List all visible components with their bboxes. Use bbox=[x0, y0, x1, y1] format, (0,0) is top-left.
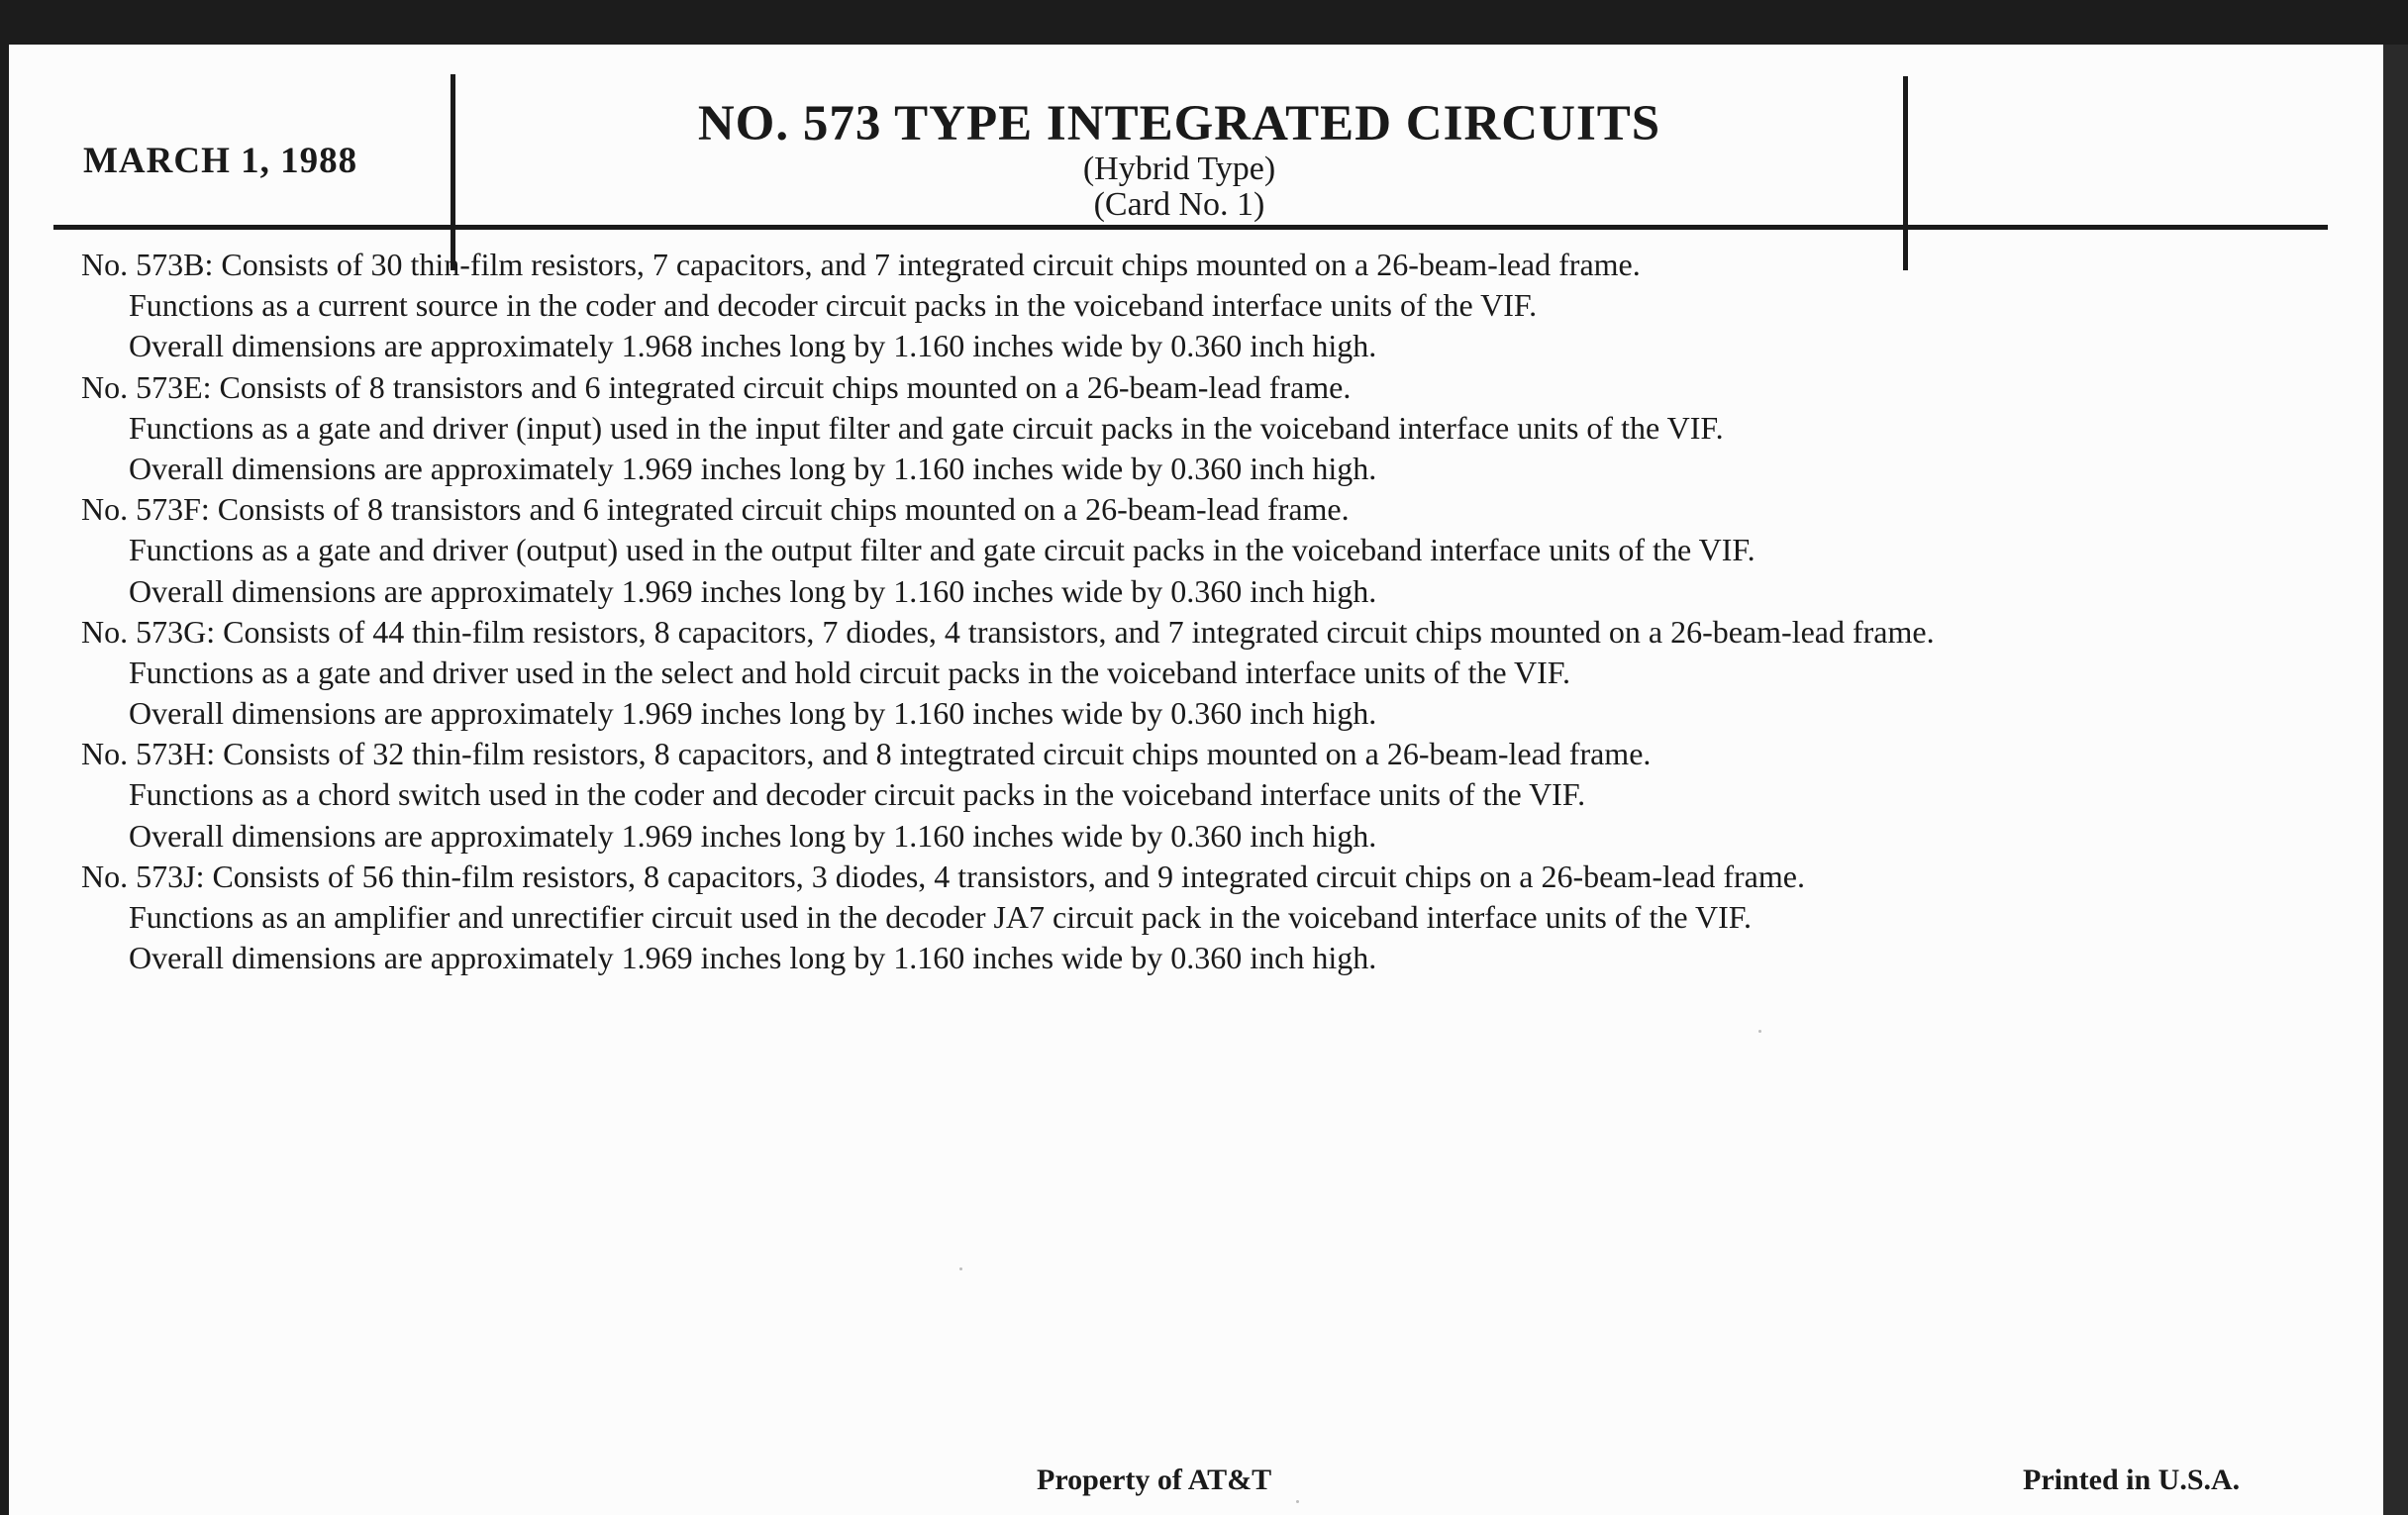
entry-573e-lead: No. 573E: Consists of 8 transistors and 6 integrated circuit chips mounted on a 26-beam-lead frame. bbox=[81, 368, 1352, 405]
scan-right-edge bbox=[2383, 45, 2408, 1515]
page-subtitle: (Hybrid Type) bbox=[1082, 151, 1276, 187]
header-rule bbox=[53, 225, 2328, 230]
entry-573j-dimensions: Overall dimensions are approximately 1.969 inches long by 1.160 inches wide by 0.360 inch high. bbox=[129, 940, 1377, 976]
entry-573f-dimensions: Overall dimensions are approximately 1.969 inches long by 1.160 inches wide by 0.360 inch high. bbox=[129, 572, 1377, 609]
entry-573b-lead: No. 573B: Consists of 30 thin-film resistors, 7 capacitors, and 7 integrated circuit chips mounted on a 26-beam-lead frame. bbox=[81, 247, 1641, 282]
entry-573g-lead: No. 573G: Consists of 44 thin-film resistors, 8 capacitors, 7 diodes, 4 transistors, and 7 integrated circuit chips mounted on a 26-beam-lead frame. bbox=[81, 613, 1935, 650]
entry-573h-lead: No. 573H: Consists of 32 thin-film resistors, 8 capacitors, and 8 integtrated circuit chips mounted on a 26-beam-lead frame. bbox=[81, 736, 1652, 772]
entry-573f-function: Functions as a gate and driver (output) used in the output filter and gate circuit packs in the voiceband interface units of the VIF. bbox=[129, 532, 1756, 568]
entry-573g-function: Functions as a gate and driver used in the select and hold circuit packs in the voiceband interface units of the VIF. bbox=[129, 654, 1570, 690]
header-date: MARCH 1, 1988 bbox=[83, 141, 358, 181]
paper-speck bbox=[959, 1267, 962, 1270]
entry-573b-function: Functions as a current source in the coder and decoder circuit packs in the voiceband interface units of the VIF. bbox=[129, 287, 1538, 324]
header-divider-right bbox=[1903, 76, 1908, 270]
header-title-block bbox=[455, 96, 1903, 223]
entry-573j-lead: No. 573J: Consists of 56 thin-film resistors, 8 capacitors, 3 diodes, 4 transistors, and 9 integrated circuit chips on a 26-beam-lead frame. bbox=[81, 858, 1805, 894]
entry-list bbox=[81, 245, 2368, 978]
entry-573j-function: Functions as an amplifier and unrectifier circuit used in the decoder JA7 circuit pack in the voiceband interface units of the VIF. bbox=[129, 899, 1752, 935]
paper-speck bbox=[1758, 1030, 1761, 1033]
entry-573h-function: Functions as a chord switch used in the coder and decoder circuit packs in the voiceband interface units of the VIF. bbox=[129, 776, 1586, 813]
card-number: (Card No. 1) bbox=[1093, 186, 1265, 223]
entry-573b-dimensions: Overall dimensions are approximately 1.968 inches long by 1.160 inches wide by 0.360 inch high. bbox=[129, 328, 1377, 364]
footer-printed: Printed in U.S.A. bbox=[2023, 1464, 2241, 1496]
footer-property: Property of AT&T bbox=[1037, 1464, 1272, 1496]
document-card bbox=[9, 45, 2383, 1515]
entry-573h-dimensions: Overall dimensions are approximately 1.969 inches long by 1.160 inches wide by 0.360 inch high. bbox=[129, 817, 1377, 854]
entry-573f-lead: No. 573F: Consists of 8 transistors and 6 integrated circuit chips mounted on a 26-beam-lead frame. bbox=[81, 491, 1350, 528]
page-title: NO. 573 TYPE INTEGRATED CIRCUITS bbox=[697, 96, 1661, 152]
entry-573g-dimensions: Overall dimensions are approximately 1.969 inches long by 1.160 inches wide by 0.360 inch high. bbox=[129, 695, 1377, 732]
entry-573e-function: Functions as a gate and driver (input) used in the input filter and gate circuit packs in the voiceband interface units of the VIF. bbox=[129, 409, 1724, 446]
entry-573e-dimensions: Overall dimensions are approximately 1.969 inches long by 1.160 inches wide by 0.360 inch high. bbox=[129, 450, 1377, 486]
paper-speck bbox=[1296, 1500, 1299, 1503]
